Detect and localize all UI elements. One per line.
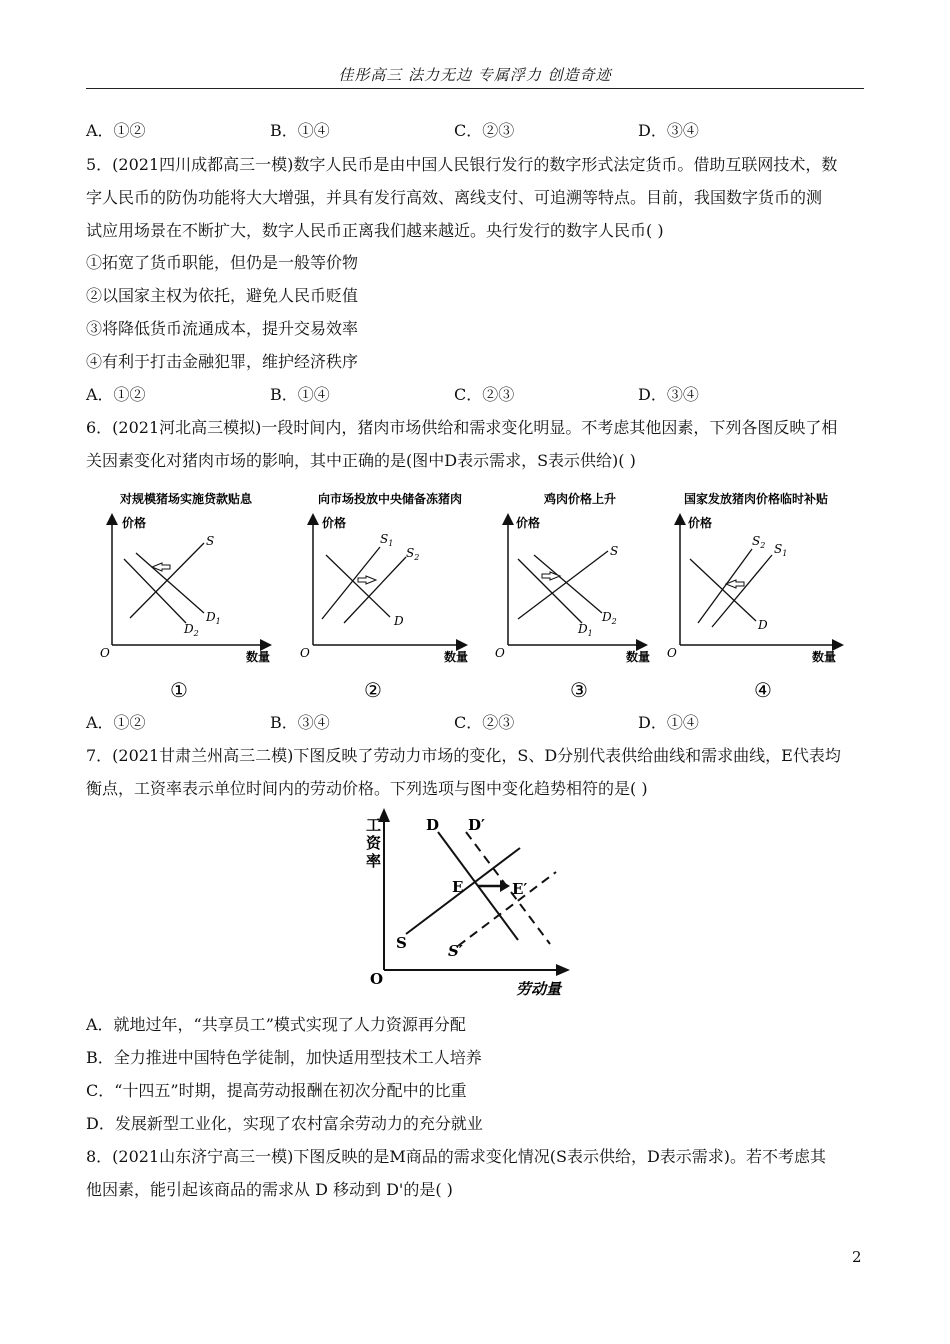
q6-chart-2-shift-arrow-right xyxy=(358,576,376,584)
q6-chart-4-number: ④ xyxy=(754,678,772,702)
q7-origin: O xyxy=(370,970,384,988)
q5-item-4: ④有利于打击金融犯罪，维护经济秩序 xyxy=(86,352,359,371)
q7-shift-arrowhead xyxy=(500,880,510,892)
page-number: 2 xyxy=(852,1248,862,1266)
q6-chart-2-label-d: D xyxy=(394,614,404,628)
q5-item-3: ③将降低货币流通成本，提升交易效率 xyxy=(86,319,359,338)
q6-chart-4-label-s1: $S_1$ xyxy=(774,542,788,558)
q6-chart-3-title: 鸡肉价格上升 xyxy=(544,492,617,506)
q7-ylabel-char-1: 工 xyxy=(366,816,382,834)
q7-label-d-prime: D′ xyxy=(468,816,485,834)
q6-stem-line2: 关因素变化对猪肉市场的影响，其中正确的是(图中D表示需求，S表示供给)( ) xyxy=(86,451,636,470)
q6-chart-2-supply-line-1 xyxy=(322,547,380,619)
q7-choice-b[interactable]: B．全力推进中国特色学徒制，加快适用型技术工人培养 xyxy=(86,1048,482,1067)
q7-stem-line2: 衡点，工资率表示单位时间内的劳动价格。下列选项与图中变化趋势相符的是( ) xyxy=(86,779,648,798)
q6-chart-3-supply-line xyxy=(518,551,608,619)
header-rule xyxy=(86,88,864,89)
q7-label-s: S xyxy=(396,934,407,952)
q6-chart-3-number: ③ xyxy=(570,678,588,702)
q6-chart-4 xyxy=(667,491,838,702)
q6-chart-3-shift-arrow-right xyxy=(542,572,560,580)
q6-chart-3-xlabel: 数量 xyxy=(626,650,651,664)
q6-chart-3 xyxy=(495,491,650,702)
q5-option-b[interactable]: B．①④ xyxy=(270,385,330,404)
q6-chart-4-label-d: D xyxy=(758,618,768,632)
q6-options xyxy=(86,713,826,735)
q6-chart-4-ylabel: 价格 xyxy=(688,516,713,530)
q6-chart-1-label-d1: $D_1$ xyxy=(206,610,221,626)
q7-choice-c[interactable]: C．“十四五”时期，提高劳动报酬在初次分配中的比重 xyxy=(86,1081,467,1100)
q7-stem-line1: 7．(2021甘肃兰州高三二模)下图反映了劳动力市场的变化，S、D分别代表供给曲线和需求曲线，E代表均 xyxy=(86,746,841,765)
q6-chart-3-label-d1: $D_1$ xyxy=(578,622,593,638)
q8-stem-line2: 他因素，能引起该商品的需求从 D 移动到 D'的是( ) xyxy=(86,1180,453,1199)
q5-item-2: ②以国家主权为依托，避免人民币贬值 xyxy=(86,286,359,305)
q7-label-e-prime: E′ xyxy=(512,880,528,898)
q5-option-a[interactable]: A．①② xyxy=(86,385,146,404)
q6-chart-1-label-d2: $D_2$ xyxy=(184,622,199,638)
q4-option-b[interactable]: B．①④ xyxy=(270,121,330,140)
q6-chart-4-title: 国家发放猪肉价格临时补贴 xyxy=(684,492,829,506)
q6-option-b[interactable]: B．③④ xyxy=(270,713,330,732)
q7-label-d: D xyxy=(426,816,440,834)
q5-options xyxy=(86,385,826,407)
q7-xlabel: 劳动量 xyxy=(516,980,562,998)
q6-chart-3-label-d2: $D_2$ xyxy=(602,610,617,626)
q4-options xyxy=(86,121,826,143)
q4-option-d[interactable]: D．③④ xyxy=(638,121,699,140)
q7-label-e: E xyxy=(452,878,464,896)
q5-option-c[interactable]: C．②③ xyxy=(454,385,515,404)
q6-chart-1-xlabel: 数量 xyxy=(246,650,271,664)
q6-chart-1-number: ① xyxy=(170,678,188,702)
q7-figure xyxy=(360,808,580,998)
q5-option-d[interactable]: D．③④ xyxy=(638,385,699,404)
q6-option-d[interactable]: D．①④ xyxy=(638,713,699,732)
q7-ylabel-char-2: 资 xyxy=(366,834,382,852)
q6-chart-1-ylabel: 价格 xyxy=(122,516,147,530)
q6-chart-2-origin: O xyxy=(300,646,310,660)
q6-option-a[interactable]: A．①② xyxy=(86,713,146,732)
q6-chart-4-xlabel: 数量 xyxy=(812,650,837,664)
q6-stem-line1: 6．(2021河北高三模拟)一段时间内，猪肉市场供给和需求变化明显。不考虑其他因素，下列各图反映了相 xyxy=(86,418,838,437)
q6-chart-2-ylabel: 价格 xyxy=(322,516,347,530)
q6-chart-1-title: 对规模猪场实施贷款贴息 xyxy=(120,492,253,506)
q4-option-a[interactable]: A．①② xyxy=(86,121,146,140)
q5-stem-line2: 字人民币的防伪功能将大大增强，并具有发行高效、离线支付、可追溯等特点。目前，我国数字货币的测 xyxy=(86,188,823,207)
q6-chart-3-origin: O xyxy=(495,646,505,660)
q6-figures-svg xyxy=(86,483,876,703)
q6-chart-1-label-s: S xyxy=(206,534,215,548)
q6-chart-2 xyxy=(300,491,468,702)
q6-chart-4-origin: O xyxy=(667,646,677,660)
q7-choice-d[interactable]: D．发展新型工业化，实现了农村富余劳动力的充分就业 xyxy=(86,1114,483,1133)
q5-stem-line1: 5．(2021四川成都高三一模)数字人民币是由中国人民银行发行的数字形式法定货币。借助互联网技术，数 xyxy=(86,155,838,174)
q7-label-s-prime: S′ xyxy=(448,942,463,960)
q7-choice-a[interactable]: A．就地过年，“共享员工”模式实现了人力资源再分配 xyxy=(86,1015,466,1034)
q6-chart-3-ylabel: 价格 xyxy=(516,516,541,530)
q6-chart-2-label-s1: $S_1$ xyxy=(380,532,394,548)
q6-chart-4-demand-line xyxy=(690,559,756,621)
q6-chart-2-number: ② xyxy=(364,678,382,702)
q5-stem-line3: 试应用场景在不断扩大，数字人民币正离我们越来越近。央行发行的数字人民币( ) xyxy=(86,221,664,240)
q6-chart-2-title: 向市场投放中央储备冻猪肉 xyxy=(318,492,463,506)
q7-figure-svg xyxy=(360,808,580,998)
q7-ylabel-char-3: 率 xyxy=(366,852,382,870)
q6-chart-2-label-s2: $S_2$ xyxy=(406,546,420,562)
q8-stem-line1: 8．(2021山东济宁高三一模)下图反映的是M商品的需求变化情况(S表示供给，D表示需求)。若不考虑其 xyxy=(86,1147,827,1166)
page-header: 佳彤高三 法力无边 专属浮力 创造奇迹 xyxy=(338,66,612,84)
q6-chart-1-origin: O xyxy=(100,646,110,660)
q5-item-1: ①拓宽了货币职能，但仍是一般等价物 xyxy=(86,253,359,272)
q6-chart-3-label-s: S xyxy=(610,544,619,558)
q4-option-c[interactable]: C．②③ xyxy=(454,121,515,140)
q6-chart-2-xlabel: 数量 xyxy=(444,650,469,664)
q6-chart-1 xyxy=(100,491,270,702)
q7-x-axis-arrowhead xyxy=(556,964,570,976)
q6-chart-1-demand-line-1 xyxy=(136,553,204,613)
q6-chart-4-label-s2: $S_2$ xyxy=(752,534,766,550)
q6-figure-group xyxy=(86,483,876,703)
q6-option-c[interactable]: C．②③ xyxy=(454,713,515,732)
